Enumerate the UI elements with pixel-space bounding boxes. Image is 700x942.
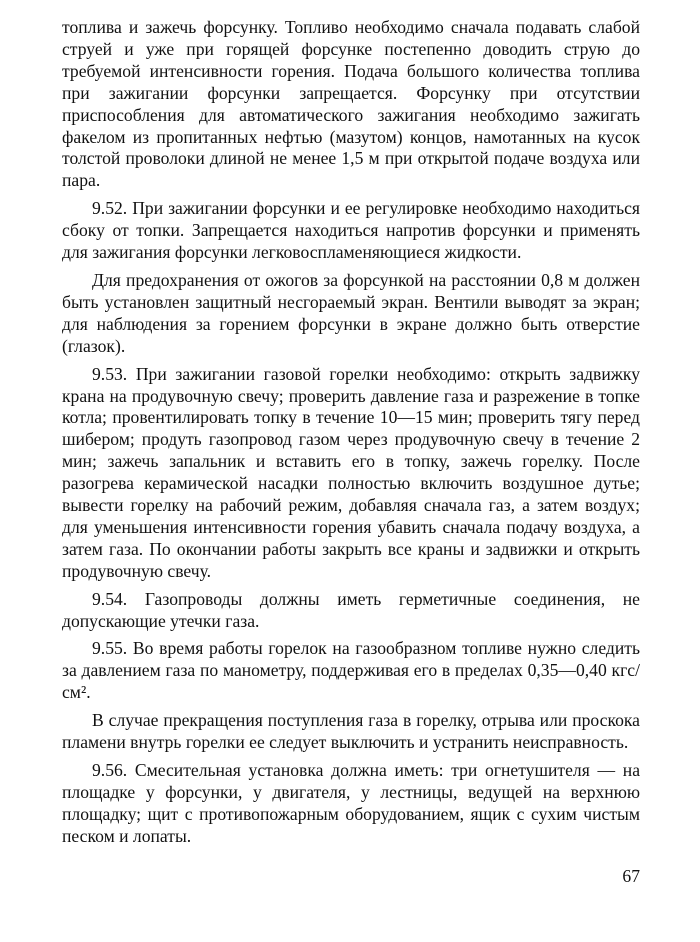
paragraph-9-55: 9.55. Во время работы горелок на газообразном топливе нужно следить за давлением газа по манометру, поддерживая его в пределах 0,35—0,40 кгс/см². <box>62 638 640 703</box>
page-body <box>62 17 640 848</box>
paragraph-9-56: 9.56. Смесительная установка должна иметь: три огнетушителя — на площадке у форсунки, у двигателя, у лестницы, ведущей на верхнюю площадку; щит с противопожарным оборудованием, ящик с сухим чистым песком и лопаты. <box>62 760 640 846</box>
paragraph-gas-interruption: В случае прекращения поступления газа в горелку, отрыва или проскока пламени внутрь горелки ее следует выключить и устранить неисправность. <box>62 710 640 753</box>
paragraph-screen-protection: Для предохранения от ожогов за форсункой на расстоянии 0,8 м должен быть установлен защитный несгораемый экран. Вентили выводят за экран; для наблюдения за горением форсунки в экране должно быть отверстие (глазок). <box>62 269 640 356</box>
paragraph-continuation: топлива и зажечь форсунку. Топливо необходимо сначала подавать слабой струей и уже при горящей форсунке постепенно доводить струю до требуемой интенсивности горения. Подача большого количества топлива при зажигании форсунки запрещается. Форсунку при отсутствии приспособления для автоматического зажигания необходимо зажигать факелом из пропитанных нефтью (мазутом) концов, намотанных на кусок толстой проволоки длиной не менее 1,5 м при открытой подаче воздуха или пара. <box>62 17 640 191</box>
page-number: 67 <box>622 866 640 886</box>
paragraph-9-52: 9.52. При зажигании форсунки и ее регулировке необходимо находиться сбоку от топки. Запрещается находиться напротив форсунки и применять для зажигания форсунки легковоспламеняющиеся жидкости. <box>62 198 640 263</box>
paragraph-9-54: 9.54. Газопроводы должны иметь герметичные соединения, не допускающие утечки газа. <box>62 588 640 631</box>
paragraph-9-53: 9.53. При зажигании газовой горелки необходимо: открыть задвижку крана на продувочную свечу; проверить давление газа и разрежение в топке котла; провентилировать топку в течение 10—15 мин; проверить тягу перед шибером; продуть газопровод газом через продувочную свечу в течение 2 мин; зажечь запальник и вставить его в топку, зажечь горелку. После разогрева керамической насадки полностью включить воздушное дутье; вывести горелку на рабочий режим, добавляя сначала газ, а затем воздух; для уменьшения интенсивности горения убавить сначала подачу воздуха, а затем газа. По окончании работы закрыть все краны и задвижки и открыть продувочную свечу. <box>62 363 640 581</box>
